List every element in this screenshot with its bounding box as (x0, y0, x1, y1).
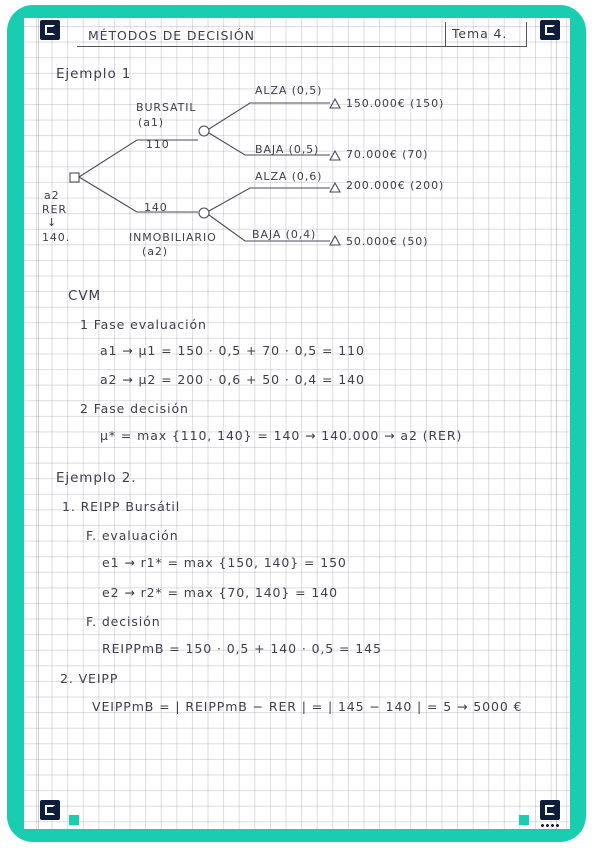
chance-node-1 (199, 126, 209, 136)
branch2-up-result: 200.000€ (200) (346, 179, 445, 192)
alza-2-line (209, 188, 330, 211)
branch2-down-label: BAJA (0,4) (252, 228, 317, 241)
phase1-line1: a1 → μ1 = 150 · 0,5 + 70 · 0,5 = 110 (100, 343, 365, 358)
triangle-3 (330, 183, 340, 192)
branch-bursatil-line (79, 140, 137, 177)
triangle-2 (330, 151, 340, 160)
decision-line: REIPPmB = 150 · 0,5 + 140 · 0,5 = 145 (102, 641, 382, 656)
veipp-line: VEIPPmB = | REIPPmB − RER | = | 145 − 140 | = 5 → 5000 € (92, 699, 523, 714)
chance-node-2 (199, 208, 209, 218)
rer-label: RER (42, 203, 67, 216)
example1-heading: Ejemplo 1 (56, 66, 132, 82)
tema-label: Tema 4. (452, 26, 508, 41)
branch1-code: (a1) (138, 116, 164, 129)
branch2-code: (a2) (142, 245, 168, 258)
triangle-1 (330, 99, 340, 108)
branch1-down-result: 70.000€ (70) (346, 148, 429, 161)
example2-item2: 2. VEIPP (60, 671, 119, 686)
branch1-up-result: 150.000€ (150) (346, 97, 445, 110)
alza-1-line (209, 103, 330, 129)
phase2-line: μ* = max {110, 140} = 140 → 140.000 → a2 (RER) (100, 428, 463, 443)
eval-title: F. evaluación (86, 528, 179, 543)
branch1-down-label: BAJA (0,5) (255, 143, 320, 156)
decision-node-square (70, 173, 79, 182)
branch2-name: INMOBILIARIO (129, 231, 217, 244)
cvm-heading: CVM (68, 288, 102, 304)
branch1-up-label: ALZA (0,5) (255, 84, 323, 97)
phase1-line2: a2 → μ2 = 200 · 0,6 + 50 · 0,4 = 140 (100, 372, 365, 387)
decision-title: F. decisión (86, 614, 161, 629)
branch-inmobiliario-line (79, 177, 137, 212)
example2-heading: Ejemplo 2. (56, 470, 137, 486)
decision-label: a2 (44, 189, 60, 202)
eval-line2: e2 → r2* = max {70, 140} = 140 (102, 585, 338, 600)
rer-value: 140. (42, 231, 71, 244)
eval-line1: e1 → r1* = max {150, 140} = 150 (102, 555, 347, 570)
branch1-name: BURSATIL (136, 101, 197, 114)
example2-item1: 1. REIPP Bursátil (62, 499, 181, 514)
branch1-value: 110 (146, 138, 170, 151)
branch2-down-result: 50.000€ (50) (346, 235, 429, 248)
triangle-4 (330, 236, 340, 245)
rer-arrow: ↓ (47, 216, 58, 229)
phase2-title: 2 Fase decisión (80, 401, 189, 416)
phase1-title: 1 Fase evaluación (80, 317, 207, 332)
page-title: MÉTODOS DE DECISIÓN (88, 28, 255, 43)
branch2-value: 140 (144, 201, 168, 214)
branch2-up-label: ALZA (0,6) (255, 170, 323, 183)
